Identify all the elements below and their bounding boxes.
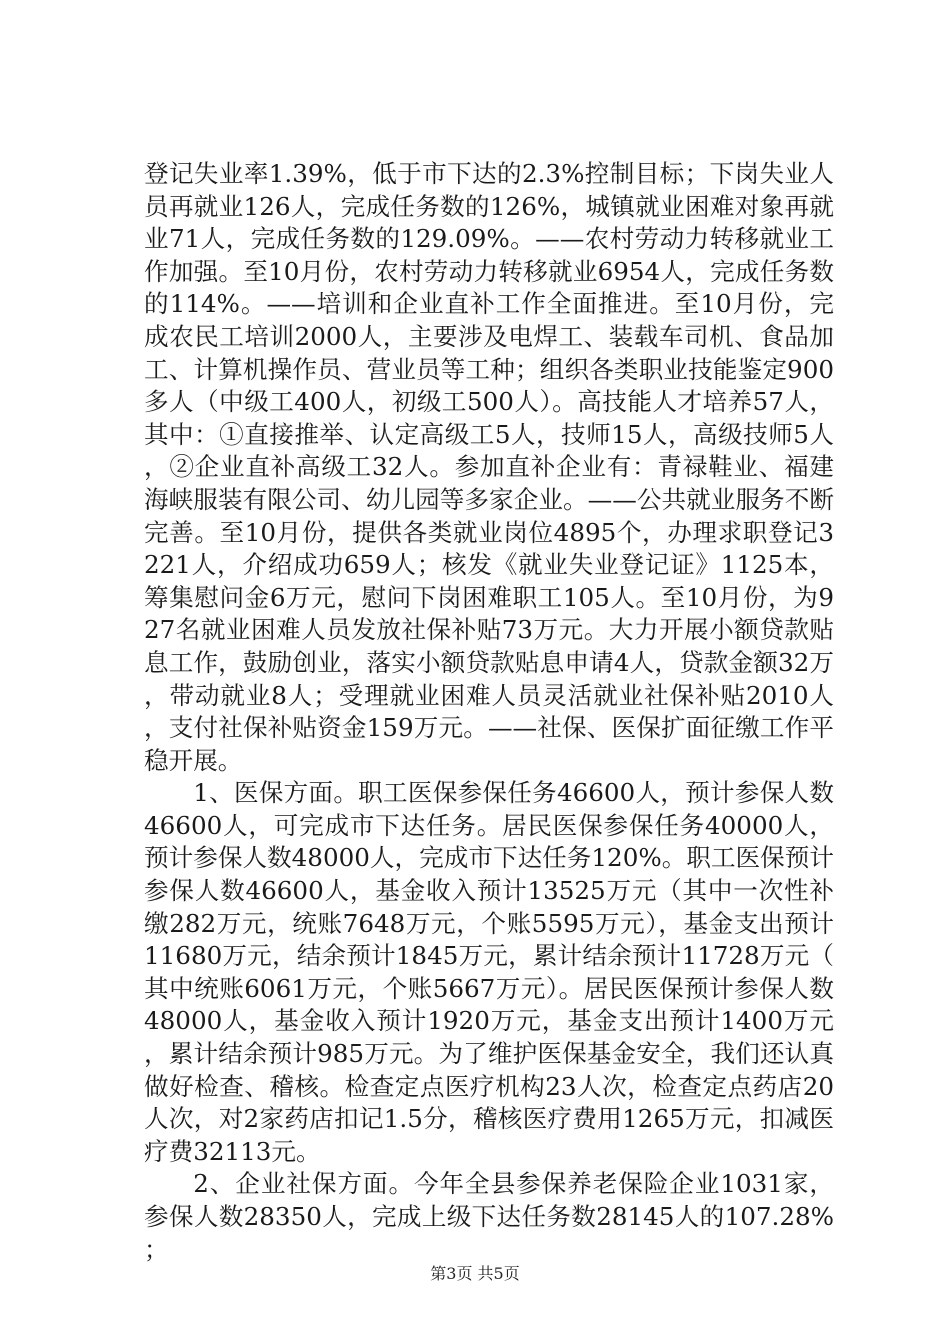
document-body bbox=[144, 158, 834, 1266]
paragraph-employment: 登记失业率1.39%，低于市下达的2.3%控制目标；下岗失业人员再就业126人，完成任务数的126%，城镇就业困难对象再就业71人，完成任务数的129.09%。——农村劳动力转移就业工作加强。至10月份，农村劳动力转移就业6954人，完成任务数的114%。——培训和企业直补工作全面推进。至10月份，完成农民工培训2000人，主要涉及电焊工、装载车司机、食品加工、计算机操作员、营业员等工种；组织各类职业技能鉴定900多人（中级工400人，初级工500人）。高技能人才培养57人，其中：①直接推举、认定高级工5人，技师15人，高级技师5人，②企业直补高级工32人。参加直补企业有：青禄鞋业、福建海峡服装有限公司、幼儿园等多家企业。——公共就业服务不断完善。至10月份，提供各类就业岗位4895个，办理求职登记3221人，介绍成功659人；核发《就业失业登记证》1125本，筹集慰问金6万元，慰问下岗困难职工105人。至10月份，为927名就业困难人员发放社保补贴73万元。大力开展小额贷款贴息工作，鼓励创业，落实小额贷款贴息申请4人，贷款金额32万，带动就业8人；受理就业困难人员灵活就业社保补贴2010人，支付社保补贴资金159万元。——社保、医保扩面征缴工作平稳开展。 bbox=[144, 159, 834, 775]
paragraph-medical-insurance: 1、医保方面。职工医保参保任务46600人，预计参保人数46600人，可完成市下达任务。居民医保参保任务40000人，预计参保人数48000人，完成市下达任务120%。职工医保预计参保人数46600人，基金收入预计13525万元（其中一次性补缴282万元，统账7648万元，个账5595万元），基金支出预计11680万元，结余预计1845万元，累计结余预计11728万元（其中统账6061万元，个账5667万元）。居民医保预计参保人数48000人，基金收入预计1920万元，基金支出预计1400万元，累计结余预计985万元。为了维护医保基金安全，我们还认真做好检查、稽核。检查定点医疗机构23人次，检查定点药店20人次，对2家药店扣记1.5分，稽核医疗费用1265万元，扣减医疗费32113元。 bbox=[144, 778, 834, 1166]
paragraph-enterprise-social-insurance: 2、企业社保方面。今年全县参保养老保险企业1031家，参保人数28350人，完成上级下达任务数28145人的107.28%； bbox=[144, 1169, 834, 1264]
page-number-footer: 第3页 共5页 bbox=[430, 1264, 520, 1283]
